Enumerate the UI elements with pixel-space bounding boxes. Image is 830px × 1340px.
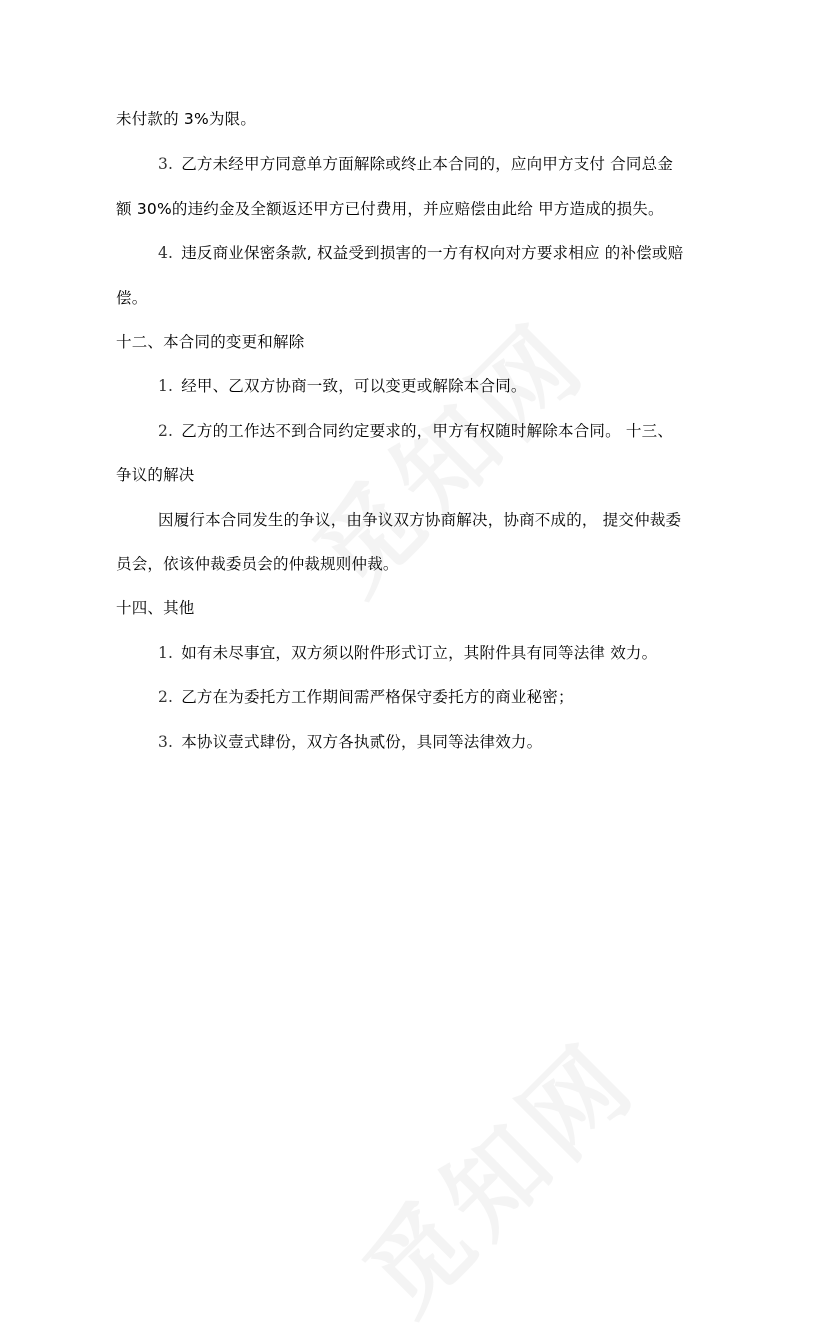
list-number: 2. xyxy=(158,422,174,440)
list-item xyxy=(158,642,718,664)
list-text: 乙方未经甲方同意单方面解除或终止本合同的，应向甲方支付 合同总金 xyxy=(181,155,674,173)
section-heading: 十四、其他 xyxy=(116,599,195,617)
list-number: 1. xyxy=(158,377,174,395)
list-text: 乙方的工作达不到合同约定要求的，甲方有权随时解除本合同。 十三、 xyxy=(181,422,674,440)
watermark xyxy=(327,1004,662,1339)
list-item xyxy=(158,375,718,397)
paragraph-line: 偿。 xyxy=(116,289,148,307)
list-text: 本协议壹式肆份，双方各执贰份，具同等法律效力。 xyxy=(181,733,543,751)
paragraph-line: 因履行本合同发生的争议，由争议双方协商解决，协商不成的， 提交仲裁委 xyxy=(158,511,682,529)
list-text: 违反商业保密条款, 权益受到损害的一方有权向对方要求相应 的补偿或赔 xyxy=(181,244,684,262)
list-text: 经甲、乙双方协商一致，可以变更或解除本合同。 xyxy=(181,377,527,395)
list-item xyxy=(158,420,718,442)
list-text: 如有未尽事宜，双方须以附件形式订立，其附件具有同等法律 效力。 xyxy=(181,644,658,662)
list-item xyxy=(158,686,718,708)
list-item xyxy=(158,731,718,753)
paragraph-line: 员会，依该仲裁委员会的仲裁规则仲裁。 xyxy=(116,555,399,573)
section-heading: 十二、本合同的变更和解除 xyxy=(116,333,305,351)
paragraph-line: 额 30%的违约金及全额返还甲方已付费用，并应赔偿由此给 甲方造成的损失。 xyxy=(116,200,664,218)
list-item xyxy=(158,153,718,175)
list-number: 3. xyxy=(158,733,174,751)
list-text: 乙方在为委托方工作期间需严格保守委托方的商业秘密； xyxy=(181,688,574,706)
list-number: 3. xyxy=(158,155,174,173)
list-number: 4. xyxy=(158,244,174,262)
list-item xyxy=(158,242,718,264)
list-number: 1. xyxy=(158,644,174,662)
paragraph-line: 未付款的 3%为限。 xyxy=(116,110,257,128)
section-heading: 争议的解决 xyxy=(116,466,195,484)
list-number: 2. xyxy=(158,688,174,706)
